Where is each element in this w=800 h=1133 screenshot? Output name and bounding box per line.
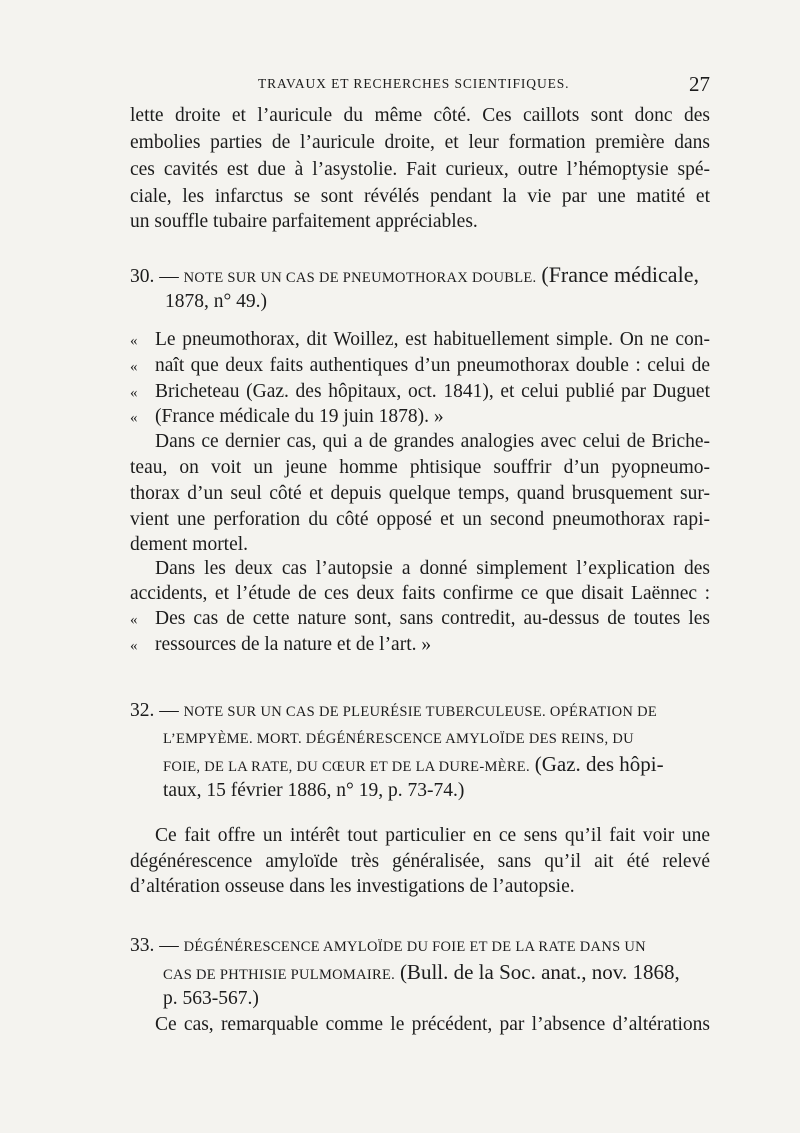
entry-source-cont: taux, 15 février 1886, n° 19, p. 73-74.) <box>163 780 465 801</box>
entry-32-heading <box>130 699 710 724</box>
entry-title-cont: FOIE, DE LA RATE, DU CŒUR ET DE LA DURE-MÈRE. (Gaz. des hôpi- <box>163 752 664 776</box>
text-line: vient une perforation du côté opposé et un second pneumothorax rapi- <box>130 509 710 530</box>
quote-mark: « <box>130 638 138 654</box>
quote-line: « (France médicale du 19 juin 1878). » <box>130 405 710 430</box>
quote-line: « Des cas de cette nature sont, sans contredit, au-dessus de toutes les <box>130 607 710 632</box>
entry-dash: — <box>159 935 179 956</box>
entry-dash: — <box>159 700 179 721</box>
entry-dash: — <box>159 266 179 287</box>
quote-line: « Le pneumothorax, dit Woillez, est habituellement simple. On ne con- <box>130 328 710 353</box>
quote-mark: « <box>130 385 138 401</box>
entry-source: (Bull. de la Soc. anat., nov. 1868, <box>399 960 680 984</box>
text-line: embolies parties de l’auricule droite, et leur formation première dans <box>130 132 710 153</box>
entry-number: 32. <box>130 700 155 721</box>
text-line: accidents, et l’étude de ces deux faits confirme ce que disait Laënnec : <box>130 583 710 604</box>
page-number: 27 <box>689 72 710 96</box>
entry-title: DÉGÉNÉRESCENCE AMYLOÏDE DU FOIE ET DE LA RATE DANS UN <box>183 939 646 955</box>
quote-line: « Bricheteau (Gaz. des hôpitaux, oct. 1841), et celui publié par Duguet <box>130 380 710 405</box>
entry-number: 30. <box>130 266 155 287</box>
quote-mark: « <box>130 359 138 375</box>
quote-line: « ressources de la nature et de l’art. » <box>130 633 710 658</box>
entry-33-heading <box>130 934 710 959</box>
text-line: d’altération osseuse dans les investigations de l’autopsie. <box>130 876 575 897</box>
text-line: lette droite et l’auricule du même côté. Ces caillots sont donc des <box>130 105 710 126</box>
entry-number: 33. <box>130 935 155 956</box>
quote-mark: « <box>130 410 138 426</box>
quote-mark: « <box>130 612 138 628</box>
quote-mark: « <box>130 333 138 349</box>
entry-source: (Gaz. des hôpi- <box>534 752 664 776</box>
entry-title: NOTE SUR UN CAS DE PLEURÉSIE TUBERCULEUSE. OPÉRATION DE <box>183 704 658 720</box>
text-line: Ce fait offre un intérêt tout particulier en ce sens qu’il fait voir une <box>155 825 710 846</box>
text-line: teau, on voit un jeune homme phtisique souffrir d’un pyopneumo- <box>130 457 710 478</box>
text-line: Dans les deux cas l’autopsie a donné simplement l’explication des <box>155 558 710 579</box>
entry-title-cont: L’EMPYÈME. MORT. DÉGÉNÉRESCENCE AMYLOÏDE DES REINS, DU <box>163 731 634 747</box>
entry-source-cont: 1878, n° 49.) <box>165 291 268 312</box>
text-line: Dans ce dernier cas, qui a de grandes analogies avec celui de Briche- <box>155 431 710 452</box>
entry-title-cont: CAS DE PHTHISIE PULMOMAIRE. (Bull. de la Soc. anat., nov. 1868, <box>163 960 680 984</box>
text-line: dement mortel. <box>130 534 249 555</box>
entry-source: (France médicale, <box>541 262 699 287</box>
page-header <box>130 74 710 98</box>
quote-line: « naît que deux faits authentiques d’un pneumothorax double : celui de <box>130 354 710 379</box>
entry-source-cont: p. 563-567.) <box>163 988 259 1009</box>
text-line: thorax d’un seul côté et depuis quelque temps, quand brusquement sur- <box>130 483 710 504</box>
entry-30-heading <box>130 263 710 290</box>
text-line: dégénérescence amyloïde très généralisée, sans qu’il ait été relevé <box>130 851 710 872</box>
text-line: un souffle tubaire parfaitement appréciables. <box>130 211 478 232</box>
text-line: ces cavités est due à l’asystolie. Fait curieux, outre l’hémoptysie spé- <box>130 159 710 180</box>
text-line: ciale, les infarctus se sont révélés pendant la vie par une matité et <box>130 186 710 207</box>
entry-title: NOTE SUR UN CAS DE PNEUMOTHORAX DOUBLE. <box>183 270 537 286</box>
running-title: TRAVAUX ET RECHERCHES SCIENTIFIQUES. <box>258 76 570 91</box>
text-line: Ce cas, remarquable comme le précédent, par l’absence d’altérations <box>155 1014 710 1035</box>
